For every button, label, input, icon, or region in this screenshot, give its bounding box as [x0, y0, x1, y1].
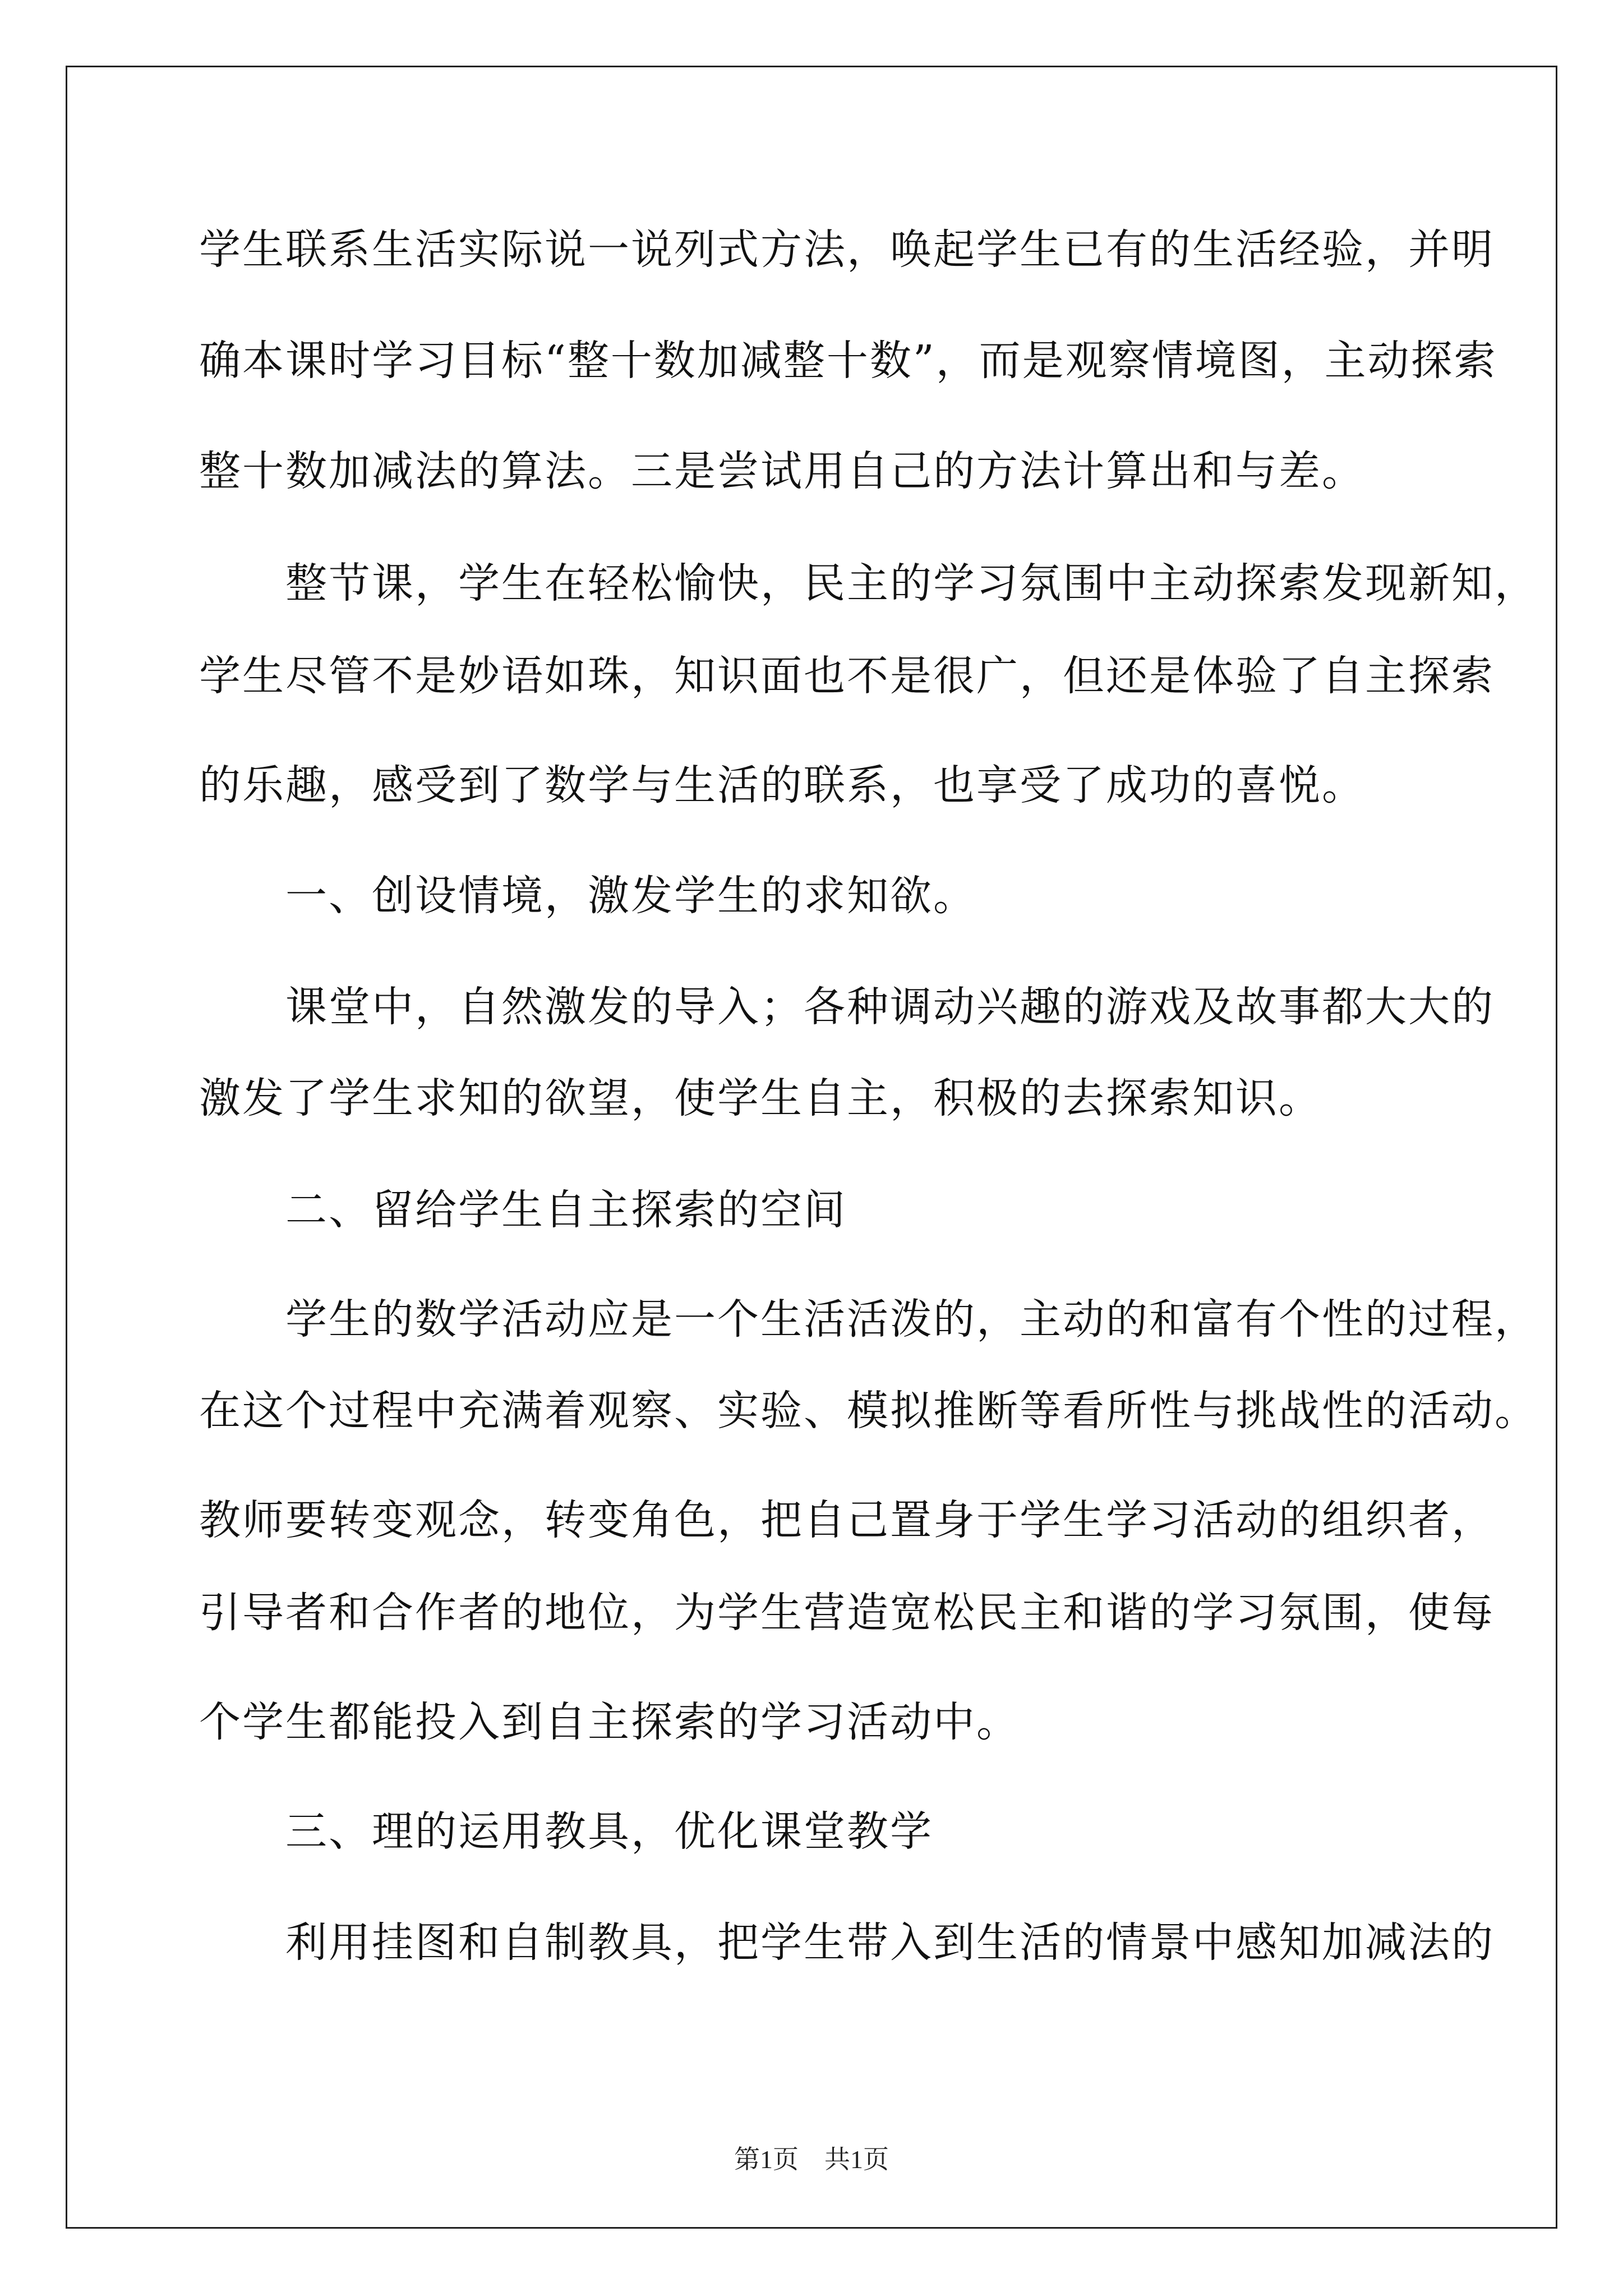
text-line: 课堂中，自然激发的导入；各种调动兴趣的游戏及故事都大大的: [199, 983, 1495, 1031]
text-line: 学生联系生活实际说一说列式方法，唤起学生已有的生活经验，并明: [199, 226, 1495, 274]
text-line: 学生尽管不是妙语如珠，知识面也不是很广，但还是体验了自主探索: [199, 652, 1495, 700]
text-line: 整十数加减法的算法。三是尝试用自己的方法计算出和与差。: [199, 447, 1365, 495]
text-line: 学生的数学活动应是一个生活活泼的，主动的和富有个性的过程，: [199, 1295, 1538, 1343]
text-line: 教师要转变观念，转变角色，把自己置身于学生学习活动的组织者，: [199, 1496, 1495, 1544]
text-line: 在这个过程中充满着观察、实验、模拟推断等看所性与挑战性的活动。: [199, 1387, 1538, 1435]
text-line: 三、理的运用教具，优化课堂教学: [199, 1807, 933, 1856]
text-line: 二、留给学生自主探索的空间: [199, 1186, 847, 1234]
text-line: 整节课，学生在轻松愉快，民主的学习氛围中主动探索发现新知，: [199, 559, 1538, 608]
text-line: 个学生都能投入到自主探索的学习活动中。: [199, 1698, 1020, 1746]
text-line: 激发了学生求知的欲望，使学生自主，积极的去探索知识。: [199, 1074, 1322, 1122]
text-line: 的乐趣，感受到了数学与生活的联系，也享受了成功的喜悦。: [199, 761, 1365, 809]
text-line: 确本课时学习目标“整十数加减整十数”，而是观察情境图，主动探索: [199, 337, 1497, 385]
text-line: 利用挂图和自制教具，把学生带入到生活的情景中感知加减法的: [199, 1918, 1495, 1967]
page-footer: 第1页 共1页: [734, 2145, 889, 2174]
page-border: [66, 66, 1557, 2229]
text-line: 一、创设情境，激发学生的求知欲。: [199, 872, 976, 920]
text-line: 引导者和合作者的地位，为学生营造宽松民主和谐的学习氛围，使每: [199, 1589, 1495, 1637]
